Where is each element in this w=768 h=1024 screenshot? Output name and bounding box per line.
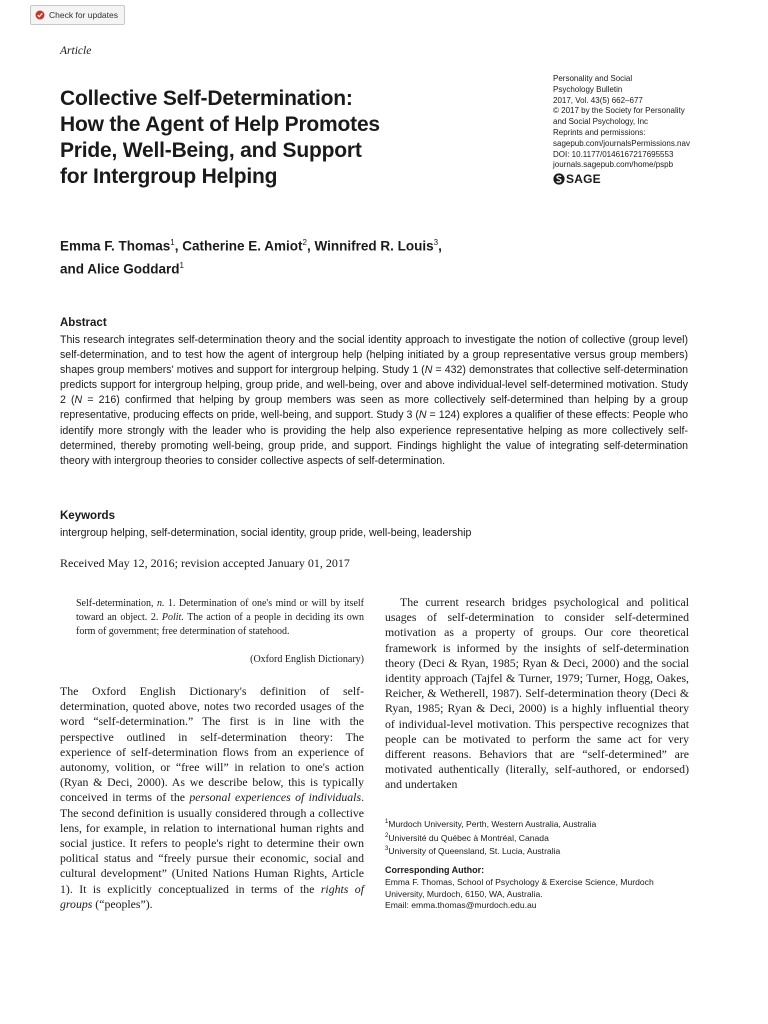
author-name: Catherine E. Amiot [182, 238, 303, 254]
abstract-segment: This research integrates self-determination theory and the social identity approach to investigate the notion of collective (group level) self-determination, and to test how the agent of intergroup help (helping initiated by a group representative versus group members) shapes group members' motives and support for intergroup helping. Study 1 ( [60, 334, 688, 377]
journal-copyright: © 2017 by the Society for Personality [553, 106, 685, 116]
epigraph-segment: The action of a people in deciding its own form of government; free determination of statehood. [76, 612, 365, 637]
keywords-heading: Keywords [60, 510, 115, 522]
epigraph-italic: Polit. [161, 612, 184, 623]
abstract-segment: = 216) confirmed that helping by group members was seen as more collectively self-determined than helping by a group representative, producing effects on pride, well-being, and support. Study 3 ( [60, 394, 688, 422]
abstract-n-symbol: N [74, 394, 83, 407]
affiliations [385, 817, 689, 858]
author-affiliation-mark: 3 [433, 238, 439, 247]
epigraph-segment: 1. Determination of one's mind or will by itself toward an object. 2. [76, 598, 364, 623]
author-name: Alice Goddard [87, 261, 180, 276]
affiliation-text: Université du Québec à Montréal, Canada [388, 832, 549, 843]
author-name: Winnifred R. Louis [314, 238, 434, 254]
journal-permissions-link[interactable]: sagepub.com/journalsPermissions.nav [553, 138, 690, 148]
article-title [60, 86, 480, 190]
keywords-text: intergroup helping, self-determination, social identity, group pride, well-being, leadership [60, 527, 472, 539]
body-italic: rights of groups [60, 881, 364, 911]
affiliation-item [385, 831, 689, 845]
author-name: Emma F. Thomas [60, 238, 171, 254]
epigraph-italic: n. [156, 598, 165, 609]
check-for-updates-label: Check for updates [49, 10, 118, 20]
title-line: How the Agent of Help Promotes [60, 113, 380, 136]
corresponding-address: Emma F. Thomas, School of Psychology & Exercise Science, Murdoch University, Murdoch, 6150, WA, Australia. [385, 876, 654, 899]
journal-info [553, 74, 723, 185]
abstract-segment: = 432) demonstrates that collective self-determination predicts support for intergroup helping, group pride, and well-being, over and above individual-level self-determined motivation. Study 2 ( [60, 364, 688, 407]
body-segment: . The second definition is usually considered through a collective lens, for example, in relation to international human rights and social justice. It refers to people's right to determine their own political status and “freely pursue their economic, social and cultural development” (United Nations Human Rights, Article 1). It is explicitly conceptualized in terms of the [60, 790, 365, 896]
abstract-n-symbol: N [424, 364, 433, 377]
body-segment: (“peoples”). [92, 896, 153, 911]
publisher-name: SAGE [566, 171, 601, 186]
corresponding-heading: Corresponding Author: [385, 865, 485, 875]
abstract-heading: Abstract [60, 317, 107, 329]
affiliation-item [385, 844, 689, 858]
check-for-updates-button[interactable] [30, 5, 125, 25]
corresponding-email[interactable]: Email: emma.thomas@murdoch.edu.au [385, 900, 537, 911]
journal-homepage-link[interactable]: journals.sagepub.com/home/pspb [553, 160, 674, 170]
author-affiliation-mark: 1 [179, 260, 184, 270]
journal-name: Personality and Social [553, 74, 633, 83]
journal-volume: 2017, Vol. 43(5) 662–677 [553, 95, 643, 105]
body-italic: personal experiences of individuals [189, 790, 362, 805]
author-affiliation-mark: 2 [302, 238, 307, 247]
affiliation-mark: 2 [385, 832, 389, 839]
article-type: Article [60, 45, 92, 57]
received-dates: Received May 12, 2016; revision accepted January 01, 2017 [60, 556, 350, 570]
title-line: for Intergroup Helping [60, 165, 278, 188]
sage-logo [553, 173, 723, 185]
title-line: Pride, Well-Being, and Support [60, 139, 362, 162]
abstract-segment: = 124) explores a qualifier of these effects: People who identify more strongly with the leader who is providing the help also experience representative helping as more collectively self-determined, thereby promoting well-being, group pride, and support. Findings highlight the value of integrating self-determination theory with intergroup theories to consider collective aspects of self-determination. [60, 409, 688, 467]
body-segment: The Oxford English Dictionary's definition of self-determination, quoted above, notes two recorded usages of the word “self-determination.” The first is in line with the perspective outlined in self-determination theory: The experience of self-determination flows from an experience of autonomy, volition, or “free will” in relation to one's action (Ryan & Deci, 2000). As we describe below, this is typically conceived in terms of the [60, 684, 364, 805]
body-right-column: The current research bridges psychological and political usages of self-determination to consider self-determined motivation as a property of groups. Our core theoretical framework is informed by the insights of self-determination theory (Deci & Ryan, 1985; Ryan & Deci, 2000) and the social identity approach (Tajfel & Turner, 1979; Turner, Hogg, Oakes, Reicher, & Wetherell, 1987). Self-determination theory (Deci & Ryan, 1985; Ryan & Deci, 2000) is a highly influential theory of individual-level motivation. This perspective recognizes that people can be motivated to perform the same act for very different reasons. Behaviors that are “self-determined” are motivated authentically (literally, self-authored, or endorsed) and undertaken [385, 595, 689, 792]
author-list: Emma F. Thomas$^1$, Catherine E. Amiot$^2$, Winnifred R. Louis$^3$, and Alice Goddard$^1$ [60, 238, 442, 276]
abstract-text [60, 333, 688, 469]
abstract-n-symbol: N [418, 409, 427, 422]
journal-reprints: Reprints and permissions: [553, 127, 646, 137]
affiliation-mark: 1 [385, 819, 389, 825]
affiliation-text: Murdoch University, Perth, Western Australia, Australia [388, 818, 597, 829]
epigraph [76, 597, 364, 639]
title-line: Collective Self-Determination: [60, 87, 353, 110]
corresponding-author [385, 865, 689, 912]
author-affiliation-mark: 1 [170, 238, 175, 247]
epigraph-segment: Self-determination, [76, 598, 157, 609]
affiliation-text: University of Queensland, St. Lucia, Australia [388, 846, 561, 857]
journal-name: Psychology Bulletin [553, 84, 623, 94]
journal-copyright: and Social Psychology, Inc [553, 117, 649, 127]
journal-doi[interactable]: DOI: 10.1177/0146167217695553 [553, 149, 674, 159]
sage-logo-icon [553, 173, 565, 185]
affiliation-mark: 3 [385, 846, 389, 853]
body-left-column [60, 684, 364, 912]
check-updates-icon [35, 10, 45, 20]
author-conjunction: and [60, 261, 88, 276]
affiliation-item [385, 817, 689, 831]
epigraph-source: (Oxford English Dictionary) [250, 654, 364, 665]
